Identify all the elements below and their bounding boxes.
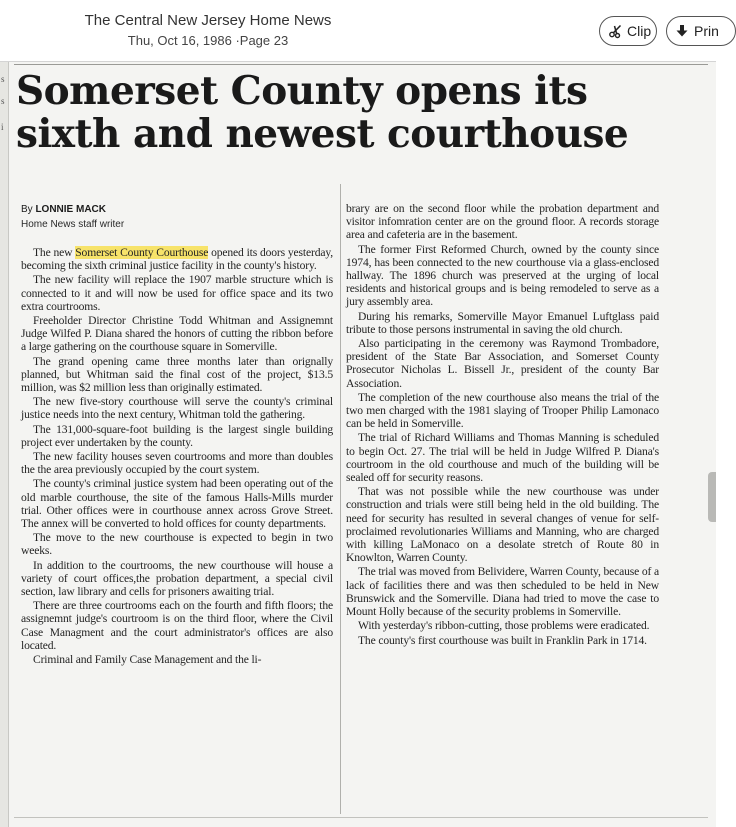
print-button-label: Prin <box>694 23 719 39</box>
newspaper-scan <box>0 62 716 827</box>
top-rule <box>14 64 708 65</box>
paragraph: The trial of Richard Williams and Thomas Manning is scheduled to begin Oct. 27. The trial will be held in Judge Wilfred P. Diana's courtroom in the old courthouse and much of the building will be sealed off for security reasons. <box>346 431 659 485</box>
paragraph: Freeholder Director Christine Todd Whitman and Assignemnt Judge Wilfed P. Diana shared the honors of cutting the ribbon before a large gathering on the courthouse square in Somerville. <box>21 314 333 354</box>
publication-title: The Central New Jersey Home News <box>84 12 332 29</box>
scissors-icon <box>609 24 622 38</box>
publication-date-page: Thu, Oct 16, 1986 ·Page 23 <box>127 33 289 48</box>
paragraph: The new facility will replace the 1907 marble structure which is connected to it and will now be used for office space and its two extra courtrooms. <box>21 273 333 313</box>
viewer-header <box>0 0 719 62</box>
clip-button[interactable] <box>599 16 657 46</box>
paragraph: Criminal and Family Case Management and the li- <box>33 653 262 667</box>
paragraph: Also participating in the ceremony was Raymond Trombadore, president of the State Bar Association, and Somerset County Prosecutor Nicholas L. Bissell Jr., president of the county Bar Association. <box>346 337 659 390</box>
scan-blemish <box>708 472 716 522</box>
paragraph: There are three courtrooms each on the fourth and fifth floors; the assignemnt judge's courtroom is on the third floor, where the Civil Case Managment and the court administrator's offices are also located. <box>21 599 333 652</box>
print-button[interactable] <box>666 16 736 46</box>
article-column-2 <box>346 202 659 648</box>
byline-block <box>21 202 341 232</box>
headline-line-2: sixth and newest courthouse <box>16 111 629 157</box>
paragraph: The new Somerset County Courthouse opened its doors yesterday, becoming the sixth criminal justice facility in the county's history. <box>21 246 333 273</box>
paragraph: During his remarks, Somerville Mayor Emanuel Luftglass paid tribute to those persons instrumental in saving the old church. <box>346 309 659 336</box>
page-gutter: s s i <box>0 62 9 827</box>
bottom-rule <box>14 817 708 818</box>
download-arrow-icon <box>676 24 689 38</box>
paragraph: The 131,000-square-foot building is the largest single building project ever undertaken by the county. <box>21 422 333 449</box>
paragraph: The completion of the new courthouse also means the trial of the two men charged with the 1981 slaying of Trooper Philip Lamonaco can be held in Somerville. <box>346 390 659 431</box>
author-role: Home News staff writer <box>21 219 125 230</box>
highlighted-search-term: Somerset County Courthouse <box>75 246 209 259</box>
byline-prefix: By <box>21 204 33 215</box>
paragraph: That was not possible while the new courthouse was under construction and trials were still being held in the old building. The need for security has resulted in several changes of venue for self-proclaimed revolutionaries Williams and Manning, who are charged with killing LaMonaco on a desolate stretch of Route 80 in Knowlton, Warren County. <box>346 485 659 565</box>
paragraph: The move to the new courthouse is expected to begin in two weeks. <box>21 531 333 558</box>
paragraph: The new five-story courthouse will serve the county's criminal justice needs into the next century, Whitman told the gathering. <box>21 395 333 422</box>
clip-button-label: Clip <box>627 23 652 39</box>
column-divider <box>340 184 341 814</box>
paragraph: The county's criminal justice system had been operating out of the old marble courthouse, the site of the famous Halls-Mills murder trial. Other offices were in courthouse annex across Grove Street. The annex will be converted to hold offices for county departments. <box>21 477 333 531</box>
headline-line-1: Somerset County opens its <box>16 68 588 114</box>
paragraph: The trial was moved from Belividere, Warren County, because of a lack of facilities there and was then scheduled to be held in New Brunswick and the Somerville. Diana had tried to move the case to Mount Holly because of the security problems in Somerville. <box>346 565 659 619</box>
author-name: LONNIE MACK <box>35 204 107 215</box>
paragraph: With yesterday's ribbon-cutting, those problems were eradicated. <box>358 619 650 633</box>
paragraph-continuation: brary are on the second floor while the probation department and visitor infomration center are on the ground floor. A records storage area and cafeteria are in the basement. <box>346 202 659 242</box>
byline <box>21 202 341 217</box>
paragraph: The new facility houses seven courtrooms and more than doubles the the area previously occupied by the court system. <box>21 450 333 477</box>
paragraph: In addition to the courtrooms, the new courthouse will house a variety of court offices,the probation department, a special civil section, law library and cells for prisoners awaiting trial. <box>21 558 333 599</box>
article-headline <box>16 70 706 156</box>
paragraph: The former First Reformed Church, owned by the county since 1974, has been connected to the new courthouse via a glass-enclosed hallway. The 1896 church was preserved at the urging of local residents and historical groups and is being remodeled to serve as a jury assembly area. <box>346 242 659 309</box>
article-column-1 <box>21 246 333 667</box>
paragraph: The county's first courthouse was built in Franklin Park in 1714. <box>358 633 647 647</box>
paragraph: The grand opening came three months later than orignally planned, but Whitman said the final cost of the project, $13.5 million, was $2 million less than originally estimated. <box>21 354 333 395</box>
